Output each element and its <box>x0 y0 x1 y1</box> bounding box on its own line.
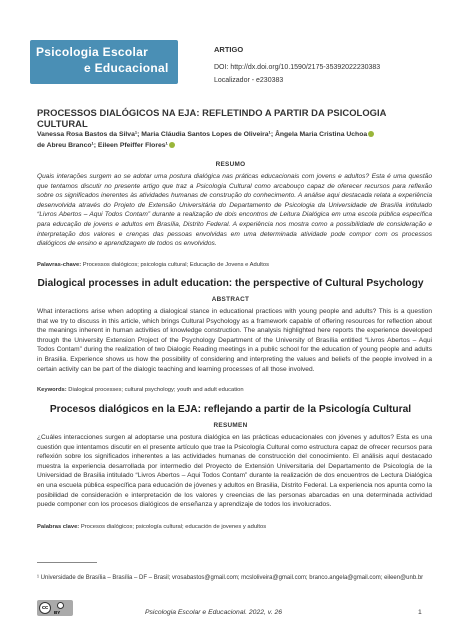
orcid-icon[interactable] <box>368 131 374 137</box>
resumen-keywords-label: Palabras clave: <box>37 524 80 530</box>
authors <box>37 130 437 151</box>
footnote-divider <box>37 562 97 563</box>
resumen-heading: RESUMEN <box>213 422 248 429</box>
resumo-keywords <box>37 262 437 268</box>
resumen-keywords-value: Procesos dialógicos; psicología cultural; educación de jovenes y adultos <box>79 524 267 530</box>
logo-line1: Psicologia Escolar <box>36 45 149 59</box>
cc-by-license-icon[interactable] <box>37 600 73 616</box>
cc-icon: cc <box>39 602 51 614</box>
authors-line2-text: de Abreu Branco¹; Eileen Pfeiffer Flores¹ <box>37 141 168 149</box>
abstract-title: Dialogical processes in adult education: the perspective of Cultural Psychology <box>37 278 424 289</box>
orcid-icon[interactable] <box>169 142 175 148</box>
journal-logo <box>30 40 178 84</box>
abstract-keywords <box>37 387 437 393</box>
resumo-keywords-label: Palavras-chave: <box>37 262 82 268</box>
abstract-keywords-value: Dialogical processes; cultural psychology; youth and adult education <box>66 387 244 393</box>
cc-by-label: BY <box>54 610 61 615</box>
resumo-text: Quais interações surgem ao se adotar uma postura dialógica nas práticas educacionais com jovens e adultos? Esta é uma questão que tentamos discutir no presente artigo que traz a Psicologia Cultural como arcabouço capaz de oferecer recursos para reflexão sobre os significados inerentes às atividades humanas de construção do conhecimento. A análise aqui destacada relata a experiência desenvolvida através do Projeto de Extensão Universitária do Departamento de Psicologia da Universidade de Brasília intitulado “Livros Abertos – Aqui Todos Contam” durante a realização de dois encontros de Leitura Dialógica em uma escola pública específica para educação de jovens e adultos em Brasília, Distrito Federal. A experiência nos mostra como a possibilidade de consideração e interpretação dos valores e crenças das pessoas envolvidas em uma determinada atividade pode compor com os processos dialógicos de ensino e aprendizagem de todos os envolvidos. <box>37 173 432 248</box>
journal-citation: Psicologia Escolar e Educacional. 2022, v. 26 <box>145 609 283 616</box>
authors-line1 <box>37 130 437 141</box>
logo-line2: e Educacional <box>84 61 169 75</box>
resumo-heading: RESUMO <box>215 161 246 168</box>
resumen-title: Procesos dialógicos en la EJA: reflejando a partir de la Psicología Cultural <box>49 404 412 415</box>
authors-line1-text: Vanessa Rosa Bastos da Silva¹; Maria Cláudia Santos Lopes de Oliveira¹; Ângela Maria Cristina Uchoa <box>37 131 368 138</box>
section-label: ARTIGO <box>214 45 244 54</box>
person-icon <box>57 602 64 609</box>
doi-link[interactable]: DOI: http://dx.doi.org/10.1590/2175-35392022230383 <box>214 64 381 71</box>
resumo-keywords-value: Processos dialógicos; psicologia cultural; Educação de Jovens e Adultos <box>81 262 270 268</box>
article-title: PROCESSOS DIALÓGICOS NA EJA: REFLETINDO A PARTIR DA PSICOLOGIA CULTURAL <box>37 107 387 129</box>
locator: Localizador - e230383 <box>214 77 284 84</box>
resumen-keywords <box>37 524 437 530</box>
page-number: 1 <box>418 609 422 616</box>
affiliation-footnote: ¹ Universidade de Brasília – Brasília – DF – Brasil; vrosabastos@gmail.com; mcsloliveira@gmail.com; branco.angela@gmail.com; eileen@unb.br <box>37 575 424 581</box>
resumen-text: ¿Cuáles interacciones surgen al adoptarse una postura dialógica en las prácticas educacionales con jóvenes y adultos? Esta es una cuestión que intentamos discutir en el presente artículo que trae la Psicología Cultural como estructura capaz de ofrecer recursos para reflexión sobre los significados inherentes a las actividades humanas de construcción del conocimiento. El análisis aquí destacado muestra la experiencia desarrollada por intermedio del Proyecto de Extensión Universitaria del Departamento de Psicología de la Universidad de Brasilia intitulado “Livros Abertos – Aqui Todos Contam” durante la realización de dos encuentros de Lectura Dialógica en una escuela pública específica para educación de jóvenes y adultos en Brasilia, Distrito Federal. La experiencia nos apunta como la posibilidad de consideración e interpretación de los valores y creencias de las personas abarcadas en una determinada actividad puede componer con los procesos dialógicos de enseñanza y aprendizaje de todos los involucrados. <box>37 434 432 509</box>
abstract-keywords-label: Keywords: <box>37 387 67 393</box>
authors-line2 <box>37 141 437 152</box>
abstract-text: What interactions arise when adopting a dialogical stance in educational practices with young people and adults? This is a question that we try to discuss in this article, which brings Cultural Psychology as a framework capable of offering resources for reflection about the meanings inherent in human activities of knowledge construction. The analysis highlighted here reports the experience developed through the University Extension Project of the Psychology Department of the University of Brasília entitled “Livros Abertos – Aqui Todos Contam” during the realization of two Dialogic Reading meetings in a public school for the education of young people and adults in Brasilia. Experience shows us how the possibility of considering and interpreting the values and beliefs of the people involved in a certain activity can be part of the dialogic teaching and learning processes of all those involved. <box>37 308 432 373</box>
abstract-heading: ABSTRACT <box>211 296 250 303</box>
